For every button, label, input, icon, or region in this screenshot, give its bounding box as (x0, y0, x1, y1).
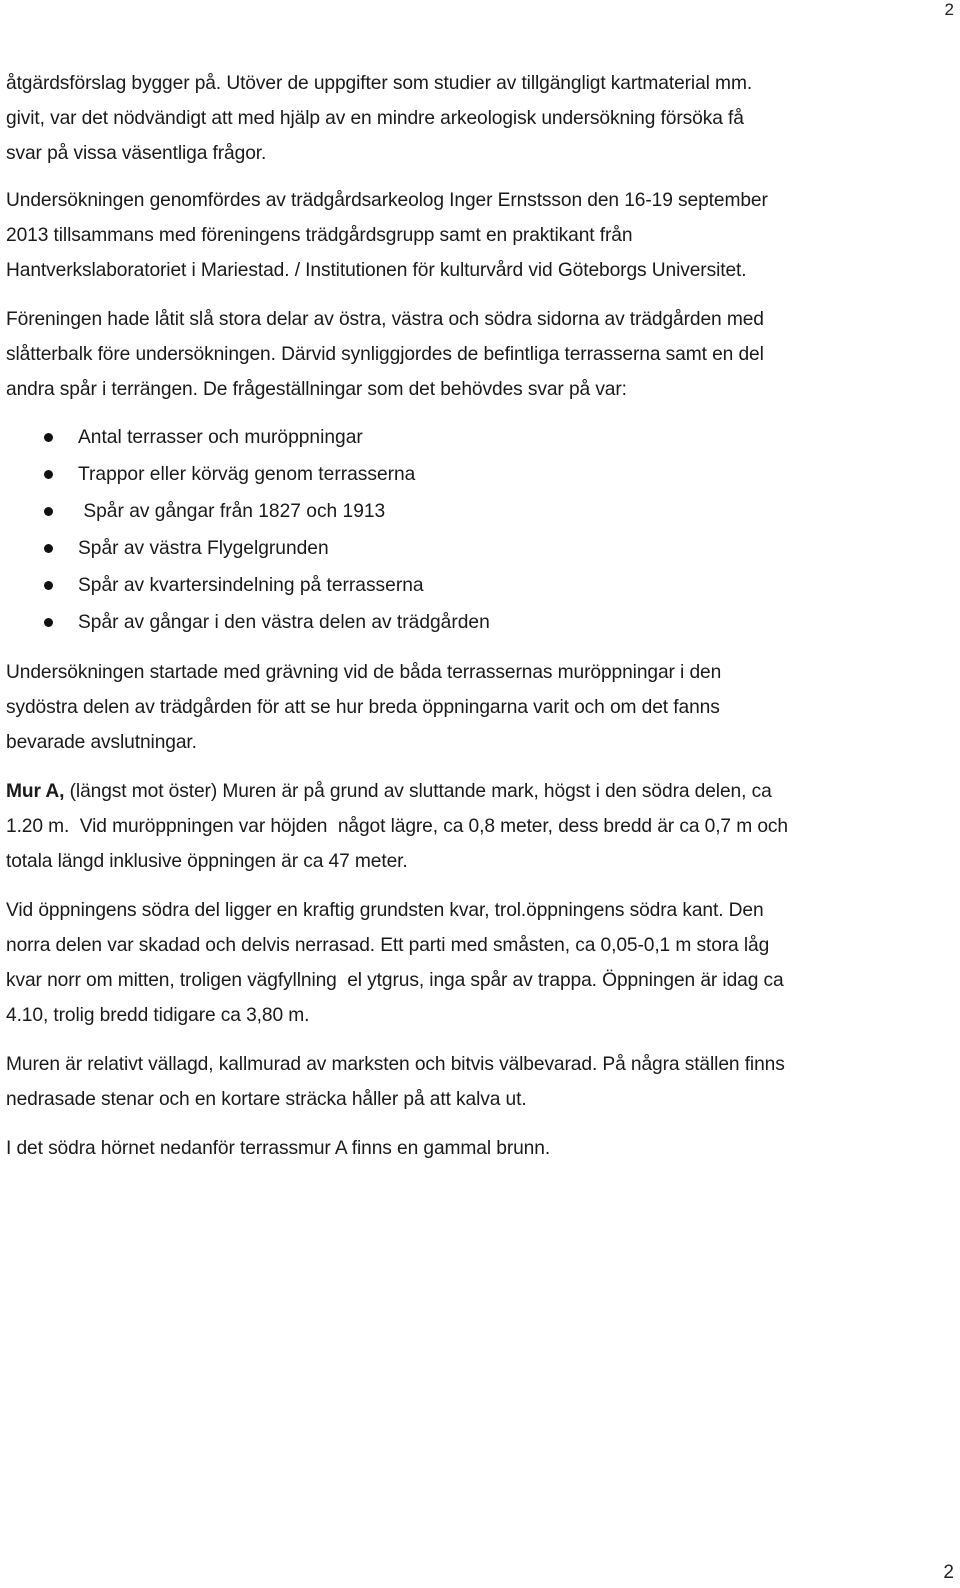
text-line: I det södra hörnet nedanför terrassmur A finns en gammal brunn. (6, 1138, 551, 1159)
text-line: norra delen var skadad och delvis nerrasad. Ett parti med småsten, ca 0,05-0,1 m stora låg (6, 935, 770, 956)
text-line: Undersökningen genomfördes av trädgårdsarkeolog Inger Ernstsson den 16-19 september (6, 190, 768, 211)
bullet-icon (44, 581, 53, 590)
text-line: givit, var det nödvändigt att med hjälp av en mindre arkeologisk undersökning försöka få (6, 108, 744, 129)
paragraph-wall-a (6, 774, 946, 879)
text-fragment: (längst mot öster) Muren är på grund av sluttande mark, högst i den södra delen, ca (64, 781, 772, 802)
bullet-icon (44, 470, 53, 479)
text-line: svar på vissa väsentliga frågor. (6, 143, 267, 164)
list-item (6, 567, 946, 604)
text-line: 4.10, trolig bredd tidigare ca 3,80 m. (6, 1005, 310, 1026)
list-item-text: Antal terrasser och muröppningar (78, 427, 363, 448)
text-line: åtgärdsförslag bygger på. Utöver de uppgifter som studier av tillgängligt kartmaterial mm. (6, 73, 753, 94)
text-line: Hantverkslaboratoriet i Mariestad. / Institutionen för kulturvård vid Göteborgs Universitet. (6, 260, 747, 281)
text-line: sydöstra delen av trädgården för att se hur breda öppningarna varit och om det fanns (6, 697, 720, 718)
bullet-icon (44, 618, 53, 627)
page-number-top: 2 (944, 0, 954, 19)
question-list (6, 419, 946, 641)
text-line: kvar norr om mitten, troligen vägfyllning el ytgrus, inga spår av trappa. Öppningen är idag ca (6, 970, 784, 991)
text-line: andra spår i terrängen. De frågeställningar som det behövdes svar på var: (6, 379, 627, 400)
list-item (6, 493, 946, 530)
text-line: 1.20 m. Vid muröppningen var höjden något lägre, ca 0,8 meter, dess bredd är ca 0,7 m och (6, 816, 788, 837)
paragraph-questions (6, 302, 946, 407)
list-item (6, 604, 946, 641)
list-item-text: Spår av gångar från 1827 och 1913 (78, 501, 386, 522)
wall-a-heading: Mur A, (6, 781, 65, 802)
list-item (6, 419, 946, 456)
text-line: Undersökningen startade med grävning vid de båda terrassernas muröppningar i den (6, 662, 722, 683)
page-number-bottom: 2 (943, 1562, 954, 1583)
paragraph-survey (6, 183, 946, 288)
text-line: slåtterbalk före undersökningen. Därvid synliggjordes de befintliga terrasserna samt en del (6, 344, 764, 365)
paragraph-intro (6, 66, 946, 171)
document-body (6, 66, 946, 1178)
text-line (6, 774, 946, 809)
list-item (6, 456, 946, 493)
paragraph-wall-condition (6, 1047, 946, 1117)
list-item-text: Spår av gångar i den västra delen av trädgården (78, 612, 490, 633)
text-line: bevarade avslutningar. (6, 732, 197, 753)
text-line: totala längd inklusive öppningen är ca 47 meter. (6, 851, 408, 872)
bullet-icon (44, 433, 53, 442)
text-line: 2013 tillsammans med föreningens trädgårdsgrupp samt en praktikant från (6, 225, 633, 246)
text-line: nedrasade stenar och en kortare sträcka håller på att kalva ut. (6, 1089, 527, 1110)
bullet-icon (44, 507, 53, 516)
text-line: Föreningen hade låtit slå stora delar av östra, västra och södra sidorna av trädgården med (6, 309, 764, 330)
list-item (6, 530, 946, 567)
paragraph-opening (6, 893, 946, 1033)
paragraph-excavation (6, 655, 946, 760)
bullet-icon (44, 544, 53, 553)
list-item-text: Trappor eller körväg genom terrasserna (78, 464, 416, 485)
list-item-text: Spår av västra Flygelgrunden (78, 538, 329, 559)
list-item-text: Spår av kvartersindelning på terrasserna (78, 575, 424, 596)
paragraph-well (6, 1131, 946, 1166)
text-line: Vid öppningens södra del ligger en kraftig grundsten kvar, trol.öppningens södra kant. Den (6, 900, 764, 921)
text-line: Muren är relativt vällagd, kallmurad av marksten och bitvis välbevarad. På några ställen finns (6, 1054, 785, 1075)
